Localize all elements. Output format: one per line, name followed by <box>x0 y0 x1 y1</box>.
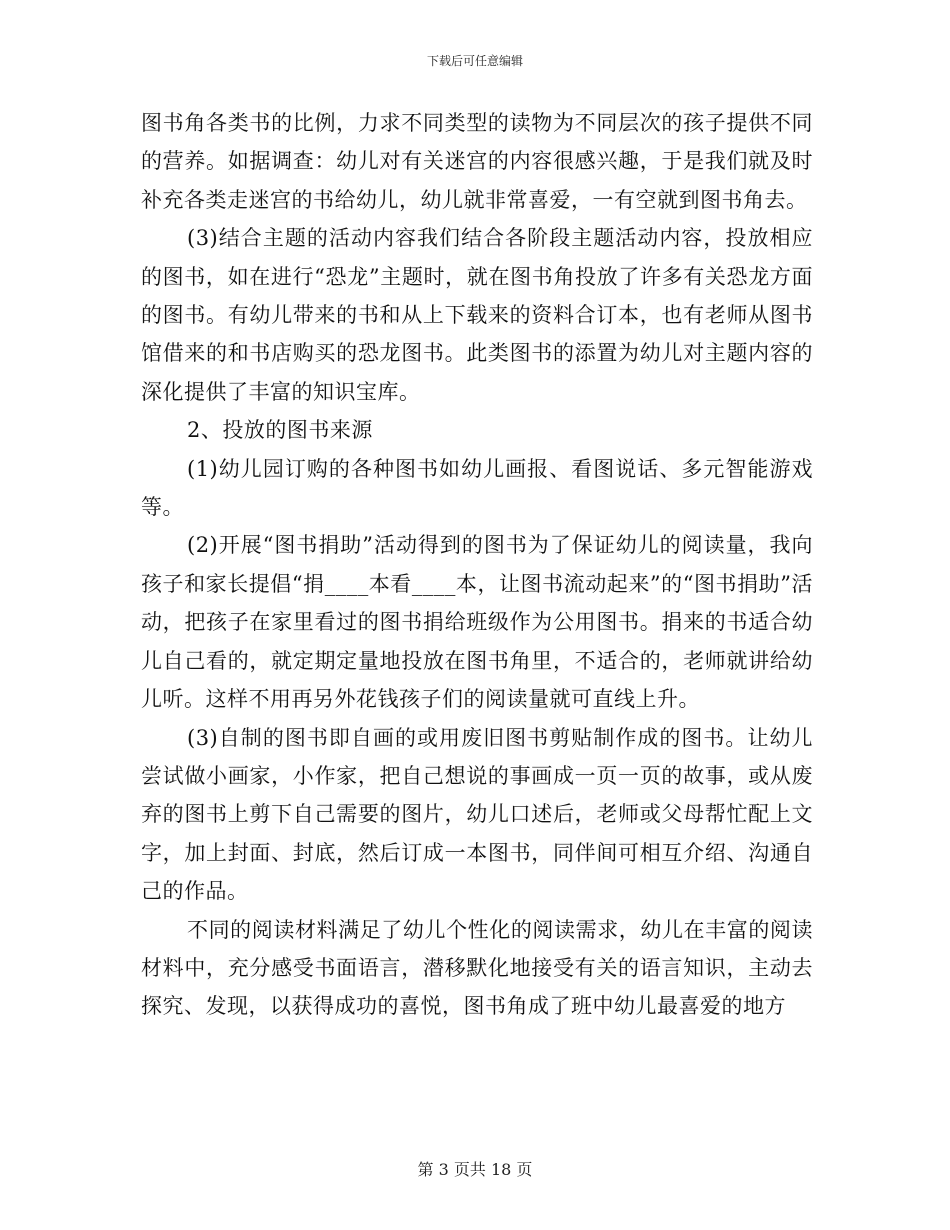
section-heading-book-sources: 2、投放的图书来源 <box>187 418 373 443</box>
paragraph-item-3-theme: (3)结合主题的活动内容我们结合各阶段主题活动内容，投放相应的图书，如在进行“恐龙”主题时，就在图书角投放了许多有关恐龙方面的图书。有幼儿带来的书和从上下载来的资料合订本，也有老师从图书馆借来的和书店购买的恐龙图书。此类图书的添置为幼儿对主题内容的深化提供了丰富的知识宝库。 <box>141 226 813 404</box>
paragraph-item-2-donation: (2)开展“图书捐助”活动得到的图书为了保证幼儿的阅读量，我向孩子和家长提倡“捐____本看____本，让图书流动起来”的“图书捐助”活动，把孩子在家里看过的图书捐给班级作为公用图书。捐来的书适合幼儿自己看的，就定期定量地投放在图书角里，不适合的，老师就讲给幼儿听。这样不用再另外花钱孩子们的阅读量就可直线上升。 <box>141 533 813 712</box>
paragraph-conclusion: 不同的阅读材料满足了幼儿个性化的阅读需求，幼儿在丰富的阅读材料中，充分感受书面语言，潜移默化地接受有关的语言知识，主动去探究、发现，以获得成功的喜悦，图书角成了班中幼儿最喜爱的地方 <box>141 917 813 1019</box>
page-header: 下载后可任意编辑 <box>426 54 523 68</box>
document-body <box>141 104 813 1026</box>
paragraph-item-3-self-made: (3)自制的图书即自画的或用废旧图书剪贴制作成的图书。让幼儿尝试做小画家，小作家，把自己想说的事画成一页一页的故事，或从废弃的图书上剪下自己需要的图片，幼儿口述后，老师或父母帮忙配上文字，加上封面、封底，然后订成一本图书，同伴间可相互介绍、沟通自己的作品。 <box>141 725 813 904</box>
page-footer: 第 3 页共 18 页 <box>417 1160 533 1179</box>
paragraph-continued: 图书角各类书的比例，力求不同类型的读物为不同层次的孩子提供不同的营养。如据调查：幼儿对有关迷宫的内容很感兴趣，于是我们就及时补充各类走迷宫的书给幼儿，幼儿就非常喜爱，一有空就到图书角去。 <box>141 111 813 212</box>
paragraph-item-1-ordered: (1)幼儿园订购的各种图书如幼儿画报、看图说话、多元智能游戏等。 <box>141 456 813 520</box>
